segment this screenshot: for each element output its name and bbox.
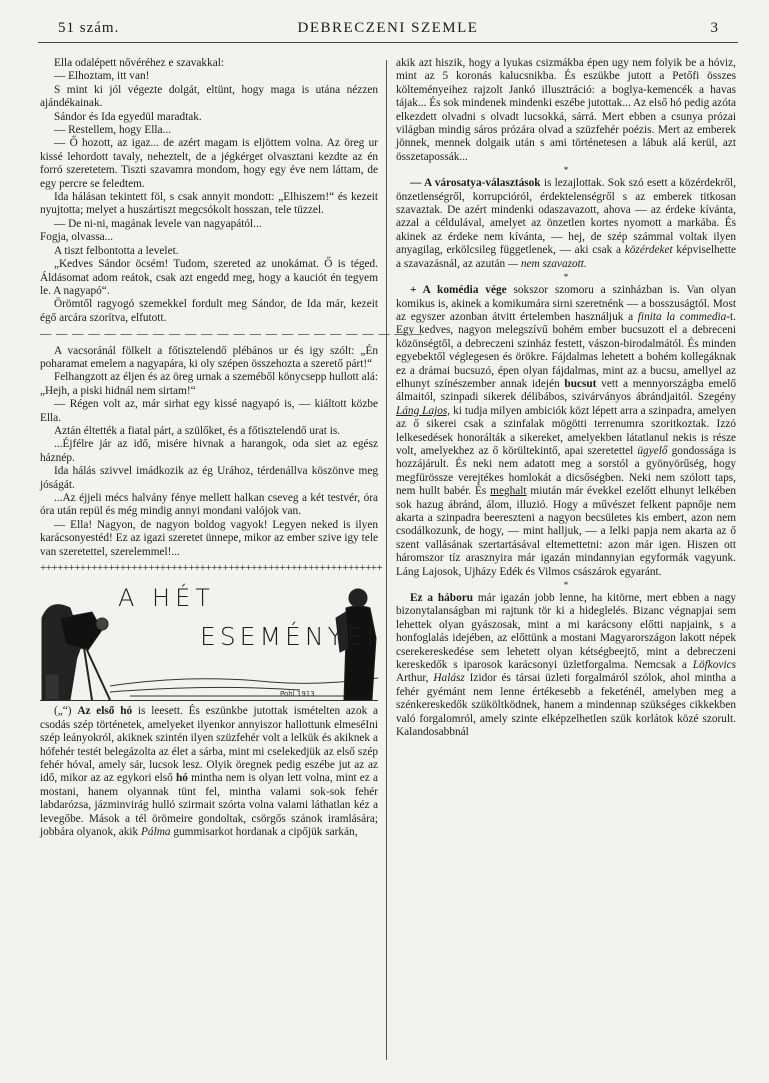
paragraph: akik azt hiszik, hogy a lyukas csizmákba épen ugy nem folyik be a hóviz, mint az 5 koronás kalucsnikba. És eszükbe jutott a Petőfi összes költeményeihez rajzolt Jankó illusztráció: a boglya-kemencék a havas tájak... És sok mindenek mindenki eszébe jutottak... Az első hó pedig azóta elkezdett olvadni s olvadt lucsokká, sárrá. Mert ebben a csunya prózai világban mindig sáros prózára olvad a szüzfehér poézis. Mert az emberek jönnek, mennek dolgaik után s ami történetesen a lábuk alá kerül, azt összetapossák...: [396, 57, 736, 163]
journal-title: DEBRECZENI SZEMLE: [297, 20, 479, 36]
left-column: [40, 57, 424, 840]
section-star: *: [563, 580, 569, 591]
paragraph: („“) Az első hó is leesett. És eszünkbe jutottak ismételten azok a csodás szép történetek, amelyeket ilyenkor annyiszor hallottunk elmeséIni szép leányokról, akiknek szintén ilyen szüzfehér volt a lelkük és akiknek a hófehér testét belegázolta az élet a sárba, mint mi cselekedjük az első szép fehér hóval, amely sár, lucsok lesz. Olyik öregnek pedig eszébe jut az az idő, mikor az az egykori első hó mintha nem is olyan lett volna, mint ez a mostani, hanem olyannak tünt fel, mintha valami sok-sok fehér labdarózsa, jázminvirág hulló szirmait szórta volna valami láthatlan kéz a levegőbe. Mások a tél örömeire gondoltak, csörgős szánok iramlására; jobbára olyanok, akik Pálma gummisarkot hordanak a cipőjük sarkán,: [40, 705, 379, 839]
paragraph: — Ella! Nagyon, de nagyon boldog vagyok! Legyen neked is ilyen karácsonyestéd! Ez az igazi szeretet ünnepe, mikor az ember szive igy tele van szeretettel, szerelemmel!...: [40, 518, 378, 558]
paragraph: A tiszt felbontotta a levelet.: [54, 244, 179, 257]
paragraph: — Elhoztam, itt van!: [54, 70, 150, 83]
paragraph: Felhangzott az éljen és az öreg urnak a szeméből könycsepp hullott alá: „Hejh, a piski hidnál nem sirtam!“: [40, 371, 378, 397]
section-separator: — — — — — — — — — — — — — — — — — — — — — — — —: [40, 328, 424, 341]
paragraph: Ella odalépett nővéréhez e szavakkal:: [54, 57, 224, 69]
section-star: *: [563, 272, 569, 283]
paragraph: Ez a háboru már igazán jobb lenne, ha kitörne, mert ebben a nagy bizonytalanságban mi rajtunk tör ki a hideglelés. Bizanc végnapjai sem lehettek olyan gyászosak, mint a mi karácsony előtti napjaink, s a honfoglalás idejében, az előttünk a mostani Magyarországon lakott népek cserekereskedése sem lehetett olyan kétségbeejtő, mint a debreczeni kereskedők s iparosok karácsonyi üzletforgalma. Nemcsak a Löfkovics Arthur, Halász Izidor és társai üzleti forgalmáról szólok, ahol mintha a fehér gyémánt nem lenne értékesebb a feketénél, amelyben meg a szénkereskedők szüköltködnek, hanem a mindennap szükséges cikkekben való forgalomról, amely szinte elképzelhetlen szük korlátok közé szorult. Kalandosabbnál: [396, 592, 736, 739]
banner-title-line1: A HÉT: [118, 584, 215, 613]
section-banner: [40, 578, 378, 701]
photographer-figure: [42, 605, 110, 700]
right-column: [396, 57, 736, 740]
paragraph: — Régen volt az, már sirhat egy kissé nagyapó is, — kiáltott közbe Ella.: [40, 398, 378, 424]
running-header: [38, 18, 738, 43]
paragraph: Fogja, olvassa...: [40, 231, 114, 244]
ornament-rule: ++++++++++++++++++++++++++++++++++++++++++++++++++++++++++++: [40, 562, 383, 575]
page-number: 3: [710, 20, 718, 36]
issue-number: 51 szám.: [58, 20, 120, 36]
paragraph-lead: — A városatya-választások: [410, 177, 541, 190]
landscape: [110, 678, 378, 699]
paragraph: „Kedves Sándor öcsém! Tudom, szereted az unokámat. Ő is téged. Áldásomat adom reátok, csak azt engedd meg, hogy a kauciót én tegyem le. A nagyapó“.: [40, 258, 378, 297]
paragraph: + A komédia vége sokszor szomoru a szinházban is. Van olyan komikus is, akinek a komikumára sirni szeretnénk — a bosszuságtól. Most az egyszer azonban átvitt értelemben használjuk a finita la commedia-t. Egy kedves, nagyon melegszívű bohém ember bucsuzott el a debreceni közönségtől, a debreczeni szinház festett, vászon-birodalmától. És minden egyebektől véglegesen és örökre. Fájdalmas lehetett a bohém kollegáknak ez a drámai bucsuzó, épen olyan fájdalmas, mint az a bucsu, amellyel az elhunyt színészember annak idején bucsut vett a mennyországba emelő álmaitól, szinpadi sikerek délibábos, szivárványos ábrándjaitól. Szegény Láng Lajos, ki tudja milyen ambiciók közt lépett arra a szinpadra, amelyen az ő sikerei csak a szinfalak mögötti terrenumra szoritkoztak. Izzó lelkesedések honorálták a sikereket, amelyekben látatlanul nekis is része volt, amelyekhez az ő körültekintő, apai szeretettel ügyelő gondossága is hozzájárult. És neki nem adatott meg a sorstól a gyönyörűség, hogy megfürössze verejtékes homlokát a dicsőségben. Neki nem szólott taps, nem hullt babér. És meghalt miután már évekkel ezelőtt elhunyt lelkében sok hazug ábránd, álom, illuzió. Hogy a művészet felkent papnője nem akarta a szinpadra beereszteni a nagyon becsületes kis embert, azon nem csodálkozunk, de hogy, — mint halljuk, — a lelki papja nem akarta az ő szent vallásának szertartásával eltemettetni: azon már igen. Hiszen ott háromszor tíz arasznyira már igazán mindannyian egyformák vagyunk. Láng Lajosok, Ujházy Edék és Vilmos császárok egyaránt.: [396, 284, 737, 578]
banner-title-line2: ESEMÉNYEI: [200, 622, 378, 652]
paragraph: Örömtől ragyogó szemekkel fordult meg Sándor, de Ida már, kezeit égő arcára szorítva, elfutott.: [40, 298, 378, 324]
paragraph: Ida hálásan tekintett föl, s csak annyit mondott: „Elhiszem!“ és kezeit nyujtotta; melyet a huszártiszt megcsókolt hosszan, tele tüzzel.: [40, 191, 378, 217]
paragraph: Ida hálás szivvel imádkozik az ég Urához, térdenállva köszönve meg jóságát.: [40, 465, 378, 491]
paragraph: Sándor és Ida egyedül maradtak.: [54, 110, 202, 123]
paragraph: ...Az éjjeli mécs halvány fénye mellett halkan cseveg a két testvér, óra óra után repül és még mindig annyi mondani valójok van.: [40, 492, 378, 518]
paragraph-lead: + A komédia vége: [410, 284, 507, 297]
column-divider: [386, 60, 387, 1060]
paragraph: — Restellem, hogy Ella...: [54, 124, 172, 137]
paragraph: — De ni-ni, magának levele van nagyapától...: [54, 217, 262, 230]
bullet-mark: („“): [54, 705, 72, 718]
section-star: *: [563, 165, 569, 176]
artist-signature: Pohl 1913: [280, 690, 315, 699]
paragraph: ...Éjfélre jár az idő, misére hivnak a harangok, oda siet az egész háznép.: [40, 438, 378, 464]
paragraph: — Ő hozott, az igaz... de azért magam is eljöttem volna. Az öreg ur kissé lehordott tavaly, neheztelt, de a jégkérget olvasztani kezdte az én forró szeretetem. Tiszti szavamra mondom, hogy egy éve nem láttam, de egy percre se feledtem.: [40, 137, 378, 190]
paragraph: — A városatya-választások is lezajlottak. Sok szó esett a közérdekről, önzetlenségről, korrupcióról, érdektelenségről s az emberek titkosan szavaztak. De azért mindenki odaszavazott, ahova — az érdeke kívánta, azzal a céldulával, amelyet az önzetlen kortes nyomott a markába. És akinek az érdeke nem kívánta, — hej, de szép számmal voltak ilyen anyagilag, erkölcsileg függetlenek, — aki csak a közérdeket képviselhette a szavazásnál, az azután — nem szavazott.: [396, 177, 736, 270]
paragraph: A vacsoránál fölkelt a főtisztelendő plébános ur és igy szólt: „Én poharamat emelem a nagyapára, ki oly szépen összehozta a szerető párt!“: [40, 344, 378, 370]
paragraph: S mint ki jól végezte dolgát, eltünt, hogy maga is utána nézzen ajándékainak.: [40, 83, 378, 110]
paragraph-lead: Ez a háboru: [410, 592, 474, 605]
paragraph: Aztán éltették a fiatal párt, a szülőket, és a főtisztelendő urat is.: [54, 424, 341, 437]
paragraph-lead: Az első hó: [77, 705, 133, 718]
